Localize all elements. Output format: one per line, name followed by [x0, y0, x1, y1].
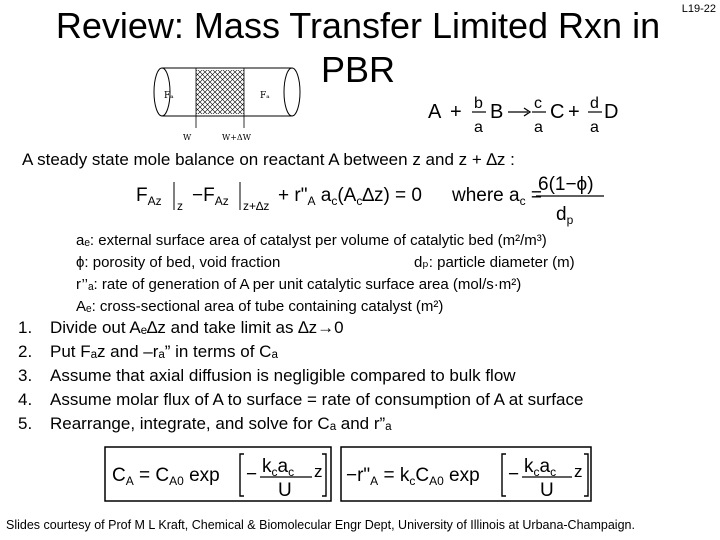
svg-text:U: U: [278, 480, 292, 501]
svg-text:a: a: [534, 119, 543, 136]
reaction-equation: [424, 88, 619, 140]
svg-text:−r"A = kcCA0 exp: $-r"_A = k_cC_{A0}$ exp: [346, 465, 480, 488]
svg-text:B: B: [490, 101, 504, 123]
slide-footer-credit: Slides courtesy of Prof M L Kraft, Chemical & Biomolecular Engr Dept, University of Illinois at Urbana-Champaign.: [6, 518, 635, 532]
svg-text:z: z: [314, 462, 323, 481]
definition-rate: r’’ₐ: rate of generation of A per unit catalytic surface area (mol/s·m²): [76, 276, 522, 293]
slide-title: Review: Mass Transfer Limited Rxn in PBR: [55, 5, 661, 90]
svg-text:CA = CA0 exp: $C_A = C_{A0}$ exp: [112, 465, 220, 488]
tube-outlet-end: [284, 68, 300, 116]
svg-text:D: D: [604, 101, 619, 123]
svg-text:A: A: [428, 101, 442, 123]
svg-text:kcac: $k_ca_c$: [524, 456, 557, 479]
svg-text:kcac: $k_ca_c$: [262, 456, 295, 479]
svg-text:a: a: [474, 119, 483, 136]
packed-bed-reactor-diagram: [150, 62, 310, 150]
svg-text:+: +: [450, 101, 462, 123]
definitions-list: [76, 230, 575, 318]
w-plus-dw-label: W+ΔW: [222, 133, 251, 142]
inlet-flow-label: Fₐ: [164, 91, 174, 101]
mole-balance-equation: [136, 172, 616, 228]
svg-text:z+∆z: z+∆z: [243, 199, 270, 213]
mole-balance-intro: A steady state mole balance on reactant A between z and z + ∆z :: [22, 150, 515, 169]
definition-cross-section: Aₑ: cross-sectional area of tube containing catalyst (m²): [76, 298, 444, 315]
step-item: 1. Divide out Aₑ∆z and take limit as ∆z→0: [18, 318, 344, 337]
step-item: 2. Put Fₐz and –rₐ” in terms of Cₐ: [18, 342, 278, 361]
definition-ac: aₑ: external surface area of catalyst per volume of catalytic bed (m²/m³): [76, 232, 547, 249]
definition-porosity: ϕ: porosity of bed, void fraction: [76, 254, 281, 271]
definition-particle-diameter: dₚ: particle diameter (m): [414, 254, 575, 271]
svg-text:+: +: [568, 101, 580, 123]
concentration-result-equation: [104, 446, 332, 502]
svg-text:6(1−ϕ): 6(1−ϕ): [538, 174, 594, 195]
svg-text:−: −: [246, 464, 258, 485]
svg-text:a: a: [590, 119, 599, 136]
svg-text:dp: $d_p$: [556, 204, 574, 227]
step-item: 4. Assume molar flux of A to surface = rate of consumption of A at surface: [18, 390, 584, 409]
svg-text:U: U: [540, 480, 554, 501]
svg-text:where ac =: where $a_c$ =: [452, 185, 542, 208]
solution-steps: [18, 316, 583, 436]
svg-text:b: b: [474, 95, 483, 112]
slide-number: L19-22: [681, 3, 716, 15]
svg-text:c: c: [534, 95, 542, 112]
svg-text:−FAz: $-F_{Az}$: [192, 185, 229, 208]
svg-text:+ r"A ac(Ac∆z) = 0: + $r"_A$ $a_c(A_c\Delta z) = 0$: [278, 185, 422, 208]
catalyst-bed-section: [196, 70, 244, 114]
svg-text:d: d: [590, 95, 599, 112]
svg-text:FAz: $F_{Az}$: [136, 185, 162, 208]
svg-text:z: z: [177, 199, 183, 213]
outlet-flow-label: Fₐ: [260, 91, 270, 101]
step-item: 5. Rearrange, integrate, and solve for Cₐ and r”ₐ: [18, 414, 392, 433]
svg-text:−: −: [508, 464, 520, 485]
rate-result-equation: [340, 446, 592, 502]
svg-text:C: C: [550, 101, 565, 123]
w-label: W: [183, 133, 192, 142]
step-item: 3. Assume that axial diffusion is negligible compared to bulk flow: [18, 366, 516, 385]
svg-text:z: z: [574, 462, 583, 481]
